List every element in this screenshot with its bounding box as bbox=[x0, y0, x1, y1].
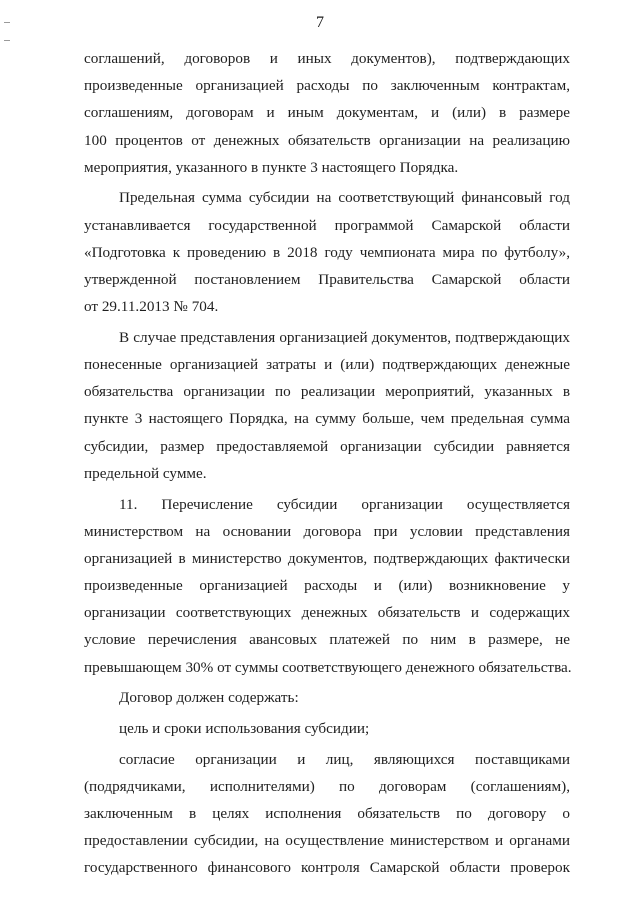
text-line: превышающем 30% от суммы соответствующего денежного обязательства. bbox=[84, 658, 572, 676]
text-line: В случае представления организацией документов, подтверждающих bbox=[119, 328, 570, 346]
text-line: мероприятия, указанного в пункте 3 настоящего Порядка. bbox=[84, 158, 459, 176]
text-line: произведенные организацией расходы и (или) возникновение у bbox=[84, 577, 570, 595]
text-line: обязательства организации по реализации мероприятий, указанных в bbox=[84, 383, 570, 401]
text-line: согласие организации и лиц, являющихся поставщиками bbox=[119, 750, 570, 768]
text-line: министерством на основании договора при условии представления bbox=[84, 522, 570, 540]
text-line: от 29.11.2013 № 704. bbox=[84, 298, 219, 316]
text-line: заключенным в целях исполнения обязательств по договору о bbox=[84, 805, 570, 823]
text-line: Предельная сумма субсидии на соответствующий финансовый год bbox=[119, 189, 570, 207]
text-line: соглашений, договоров и иных документов), подтверждающих bbox=[84, 50, 570, 67]
text-line: условие перечисления авансовых платежей по ним в размере, не bbox=[84, 631, 570, 649]
text-line: произведенные организацией расходы по заключенным контрактам, bbox=[84, 77, 570, 95]
text-line: 11. Перечисление субсидии организации осуществляется bbox=[119, 495, 570, 513]
text-line: организацией в министерство документов, подтверждающих фактически bbox=[84, 549, 570, 567]
text-line: субсидии, размер предоставляемой организации субсидии равняется bbox=[84, 437, 570, 455]
text-line: предоставлении субсидии, на осуществление министерством и органами bbox=[84, 832, 570, 850]
text-line: государственного финансового контроля Самарской области проверок bbox=[84, 859, 570, 877]
text-line: организации соответствующих денежных обязательств и содержащих bbox=[84, 604, 570, 622]
page-number: 7 bbox=[316, 14, 324, 31]
text-line: устанавливается государственной программой Самарской области bbox=[84, 216, 570, 234]
text-line: цель и сроки использования субсидии; bbox=[119, 720, 370, 737]
text-line: Договор должен содержать: bbox=[119, 689, 299, 707]
text-line: пункте 3 настоящего Порядка, на сумму больше, чем предельная сумма bbox=[84, 410, 570, 428]
text-line: (подрядчиками, исполнителями) по договорам (соглашениям), bbox=[84, 777, 570, 795]
text-line: понесенные организацией затраты и (или) подтверждающих денежные bbox=[84, 356, 570, 374]
document-body bbox=[84, 45, 570, 882]
text-line: утвержденной постановлением Правительства Самарской области bbox=[84, 271, 570, 288]
text-line: 100 процентов от денежных обязательств организации на реализацию bbox=[84, 131, 570, 149]
text-line: предельной сумме. bbox=[84, 464, 207, 482]
text-line: соглашениям, договорам и иным документам, и (или) в размере bbox=[84, 104, 570, 122]
text-line: «Подготовка к проведению в 2018 году чемпионата мира по футболу», bbox=[84, 243, 570, 261]
scan-margin-mark bbox=[4, 40, 10, 41]
